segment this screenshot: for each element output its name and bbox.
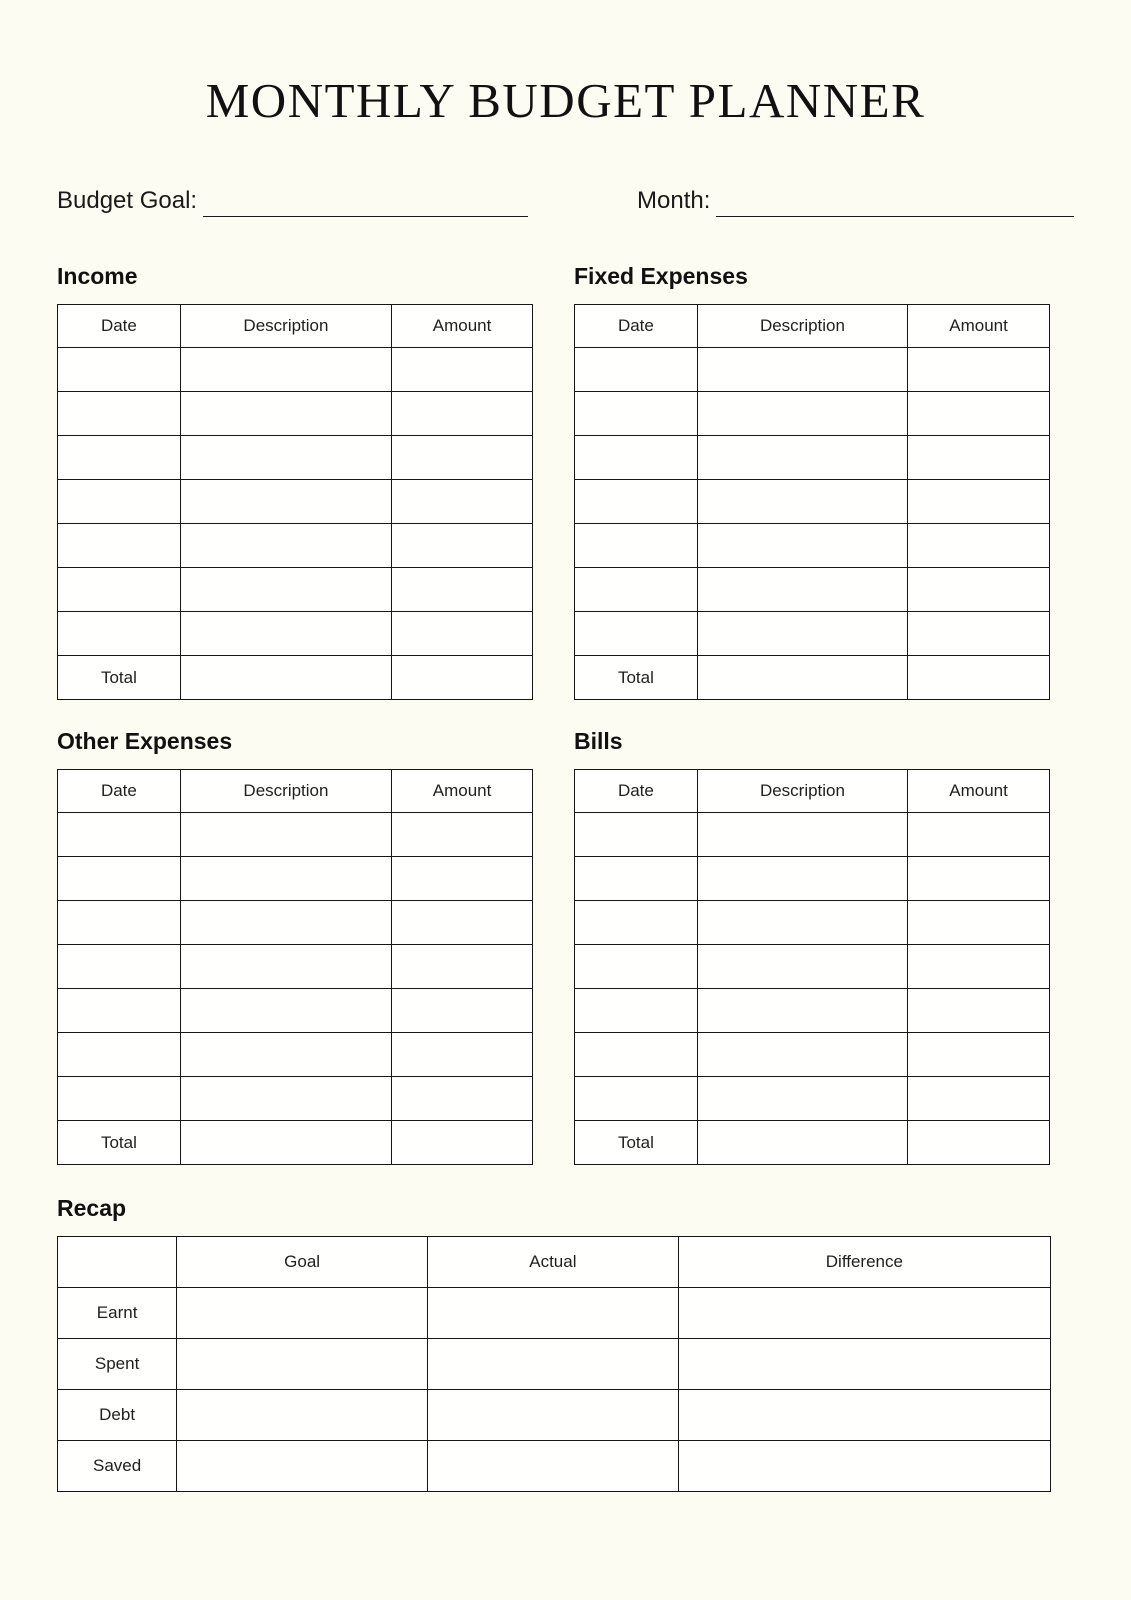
cell-description[interactable] — [180, 1033, 391, 1077]
cell-description[interactable] — [697, 392, 907, 436]
table-row[interactable] — [58, 813, 533, 857]
table-row[interactable] — [58, 568, 533, 612]
column-header-date: Date — [58, 305, 181, 348]
total-amount[interactable] — [392, 1121, 533, 1165]
column-header-amount: Amount — [392, 305, 533, 348]
cell-amount[interactable] — [908, 612, 1050, 656]
cell-amount[interactable] — [908, 436, 1050, 480]
cell-date[interactable] — [575, 813, 698, 857]
cell-date[interactable] — [58, 348, 181, 392]
cell-description[interactable] — [180, 436, 391, 480]
recap-section — [57, 1195, 1074, 1492]
cell-description[interactable] — [697, 480, 907, 524]
total-label: Total — [58, 1121, 181, 1165]
table-row[interactable] — [575, 1033, 1050, 1077]
row-label-debt: Debt — [58, 1390, 177, 1441]
cell-amount[interactable] — [392, 480, 533, 524]
table-row[interactable] — [575, 901, 1050, 945]
cell-amount[interactable] — [392, 1033, 533, 1077]
cell-description[interactable] — [697, 857, 907, 901]
cell-amount[interactable] — [392, 1077, 533, 1121]
row-label-saved: Saved — [58, 1441, 177, 1492]
cell-amount[interactable] — [908, 1033, 1050, 1077]
table-total-row[interactable] — [575, 656, 1050, 700]
meta-row — [57, 187, 1074, 217]
table-row[interactable] — [58, 945, 533, 989]
cell-description[interactable] — [180, 1077, 391, 1121]
total-amount[interactable] — [392, 656, 533, 700]
table-row[interactable] — [58, 524, 533, 568]
table-row[interactable] — [58, 480, 533, 524]
cell-amount[interactable] — [908, 1077, 1050, 1121]
cell-actual[interactable] — [427, 1390, 678, 1441]
cell-date[interactable] — [575, 524, 698, 568]
cell-amount[interactable] — [908, 989, 1050, 1033]
budget-goal-input[interactable] — [203, 190, 528, 217]
right-column — [574, 263, 1050, 1165]
cell-date[interactable] — [58, 989, 181, 1033]
cell-date[interactable] — [58, 480, 181, 524]
cell-difference[interactable] — [678, 1339, 1050, 1390]
column-header-date: Date — [575, 770, 698, 813]
table-header-row — [575, 305, 1050, 348]
budget-goal-field[interactable] — [57, 187, 577, 217]
fixed-expenses-table — [574, 304, 1050, 700]
table-row[interactable] — [58, 989, 533, 1033]
cell-description[interactable] — [180, 568, 391, 612]
cell-description[interactable] — [697, 1077, 907, 1121]
table-row[interactable] — [575, 1077, 1050, 1121]
total-description[interactable] — [180, 656, 391, 700]
cell-date[interactable] — [575, 945, 698, 989]
recap-table — [57, 1236, 1051, 1492]
cell-date[interactable] — [575, 1077, 698, 1121]
cell-date[interactable] — [58, 1033, 181, 1077]
row-label-spent: Spent — [58, 1339, 177, 1390]
cell-description[interactable] — [697, 436, 907, 480]
table-row[interactable] — [575, 480, 1050, 524]
cell-description[interactable] — [697, 945, 907, 989]
table-total-row[interactable] — [575, 1121, 1050, 1165]
cell-date[interactable] — [58, 813, 181, 857]
cell-description[interactable] — [180, 813, 391, 857]
cell-amount[interactable] — [392, 813, 533, 857]
column-header-date: Date — [575, 305, 698, 348]
table-row[interactable] — [58, 348, 533, 392]
cell-amount[interactable] — [392, 945, 533, 989]
total-description[interactable] — [180, 1121, 391, 1165]
month-label: Month: — [637, 187, 711, 214]
cell-amount[interactable] — [392, 857, 533, 901]
cell-amount[interactable] — [392, 989, 533, 1033]
cell-amount[interactable] — [908, 568, 1050, 612]
column-header-date: Date — [58, 770, 181, 813]
column-header-amount: Amount — [908, 770, 1050, 813]
cell-description[interactable] — [697, 348, 907, 392]
cell-amount[interactable] — [392, 392, 533, 436]
table-row[interactable] — [58, 392, 533, 436]
cell-amount[interactable] — [908, 813, 1050, 857]
cell-description[interactable] — [180, 480, 391, 524]
total-label: Total — [575, 1121, 698, 1165]
cell-date[interactable] — [58, 901, 181, 945]
table-row[interactable] — [58, 1077, 533, 1121]
table-row[interactable] — [58, 857, 533, 901]
recap-corner-cell — [58, 1237, 177, 1288]
cell-amount[interactable] — [908, 480, 1050, 524]
cell-date[interactable] — [575, 857, 698, 901]
total-label: Total — [575, 656, 698, 700]
cell-description[interactable] — [697, 989, 907, 1033]
left-column — [57, 263, 533, 1165]
table-row[interactable] — [575, 524, 1050, 568]
cell-description[interactable] — [697, 813, 907, 857]
cell-description[interactable] — [697, 524, 907, 568]
column-header-actual: Actual — [427, 1237, 678, 1288]
cell-description[interactable] — [180, 989, 391, 1033]
cell-amount[interactable] — [392, 436, 533, 480]
column-header-description: Description — [697, 770, 907, 813]
total-amount[interactable] — [908, 656, 1050, 700]
table-row[interactable] — [575, 612, 1050, 656]
total-label: Total — [58, 656, 181, 700]
total-amount[interactable] — [908, 1121, 1050, 1165]
cell-amount[interactable] — [392, 524, 533, 568]
table-row[interactable] — [575, 945, 1050, 989]
table-row[interactable] — [58, 612, 533, 656]
table-header-row — [58, 1237, 1051, 1288]
cell-date[interactable] — [58, 568, 181, 612]
cell-description[interactable] — [180, 348, 391, 392]
column-header-amount: Amount — [392, 770, 533, 813]
cell-goal[interactable] — [177, 1441, 428, 1492]
column-header-goal: Goal — [177, 1237, 428, 1288]
month-input[interactable] — [716, 190, 1074, 217]
table-row[interactable] — [58, 1441, 1051, 1492]
column-header-description: Description — [180, 770, 391, 813]
cell-description[interactable] — [697, 568, 907, 612]
bills-table — [574, 769, 1050, 1165]
cell-amount[interactable] — [392, 348, 533, 392]
table-total-row[interactable] — [58, 1121, 533, 1165]
cell-date[interactable] — [575, 392, 698, 436]
cell-description[interactable] — [180, 901, 391, 945]
cell-date[interactable] — [58, 1077, 181, 1121]
cell-amount[interactable] — [392, 568, 533, 612]
cell-date[interactable] — [58, 392, 181, 436]
total-description[interactable] — [697, 656, 907, 700]
column-header-description: Description — [180, 305, 391, 348]
cell-amount[interactable] — [908, 857, 1050, 901]
column-header-description: Description — [697, 305, 907, 348]
column-header-amount: Amount — [908, 305, 1050, 348]
section-heading-income: Income — [57, 263, 138, 289]
cell-amount[interactable] — [392, 901, 533, 945]
table-row[interactable] — [575, 392, 1050, 436]
section-heading-fixed-expenses: Fixed Expenses — [574, 263, 748, 289]
section-heading-other-expenses: Other Expenses — [57, 728, 233, 754]
table-total-row[interactable] — [58, 656, 533, 700]
cell-date[interactable] — [575, 901, 698, 945]
cell-description[interactable] — [180, 857, 391, 901]
cell-amount[interactable] — [392, 612, 533, 656]
table-row[interactable] — [58, 436, 533, 480]
cell-actual[interactable] — [427, 1441, 678, 1492]
cell-description[interactable] — [180, 392, 391, 436]
cell-description[interactable] — [697, 901, 907, 945]
cell-date[interactable] — [575, 989, 698, 1033]
cell-difference[interactable] — [678, 1288, 1050, 1339]
table-row[interactable] — [575, 813, 1050, 857]
cell-date[interactable] — [575, 612, 698, 656]
cell-actual[interactable] — [427, 1288, 678, 1339]
cell-amount[interactable] — [908, 945, 1050, 989]
income-table — [57, 304, 533, 700]
cell-amount[interactable] — [908, 901, 1050, 945]
cell-amount[interactable] — [908, 524, 1050, 568]
tables-grid-top — [57, 263, 1074, 1165]
cell-goal[interactable] — [177, 1390, 428, 1441]
cell-amount[interactable] — [908, 392, 1050, 436]
cell-difference[interactable] — [678, 1441, 1050, 1492]
cell-date[interactable] — [58, 945, 181, 989]
table-row[interactable] — [58, 1033, 533, 1077]
cell-date[interactable] — [58, 436, 181, 480]
cell-date[interactable] — [58, 612, 181, 656]
other-expenses-table — [57, 769, 533, 1165]
cell-description[interactable] — [180, 524, 391, 568]
cell-difference[interactable] — [678, 1390, 1050, 1441]
table-row[interactable] — [575, 989, 1050, 1033]
cell-date[interactable] — [575, 568, 698, 612]
table-row[interactable] — [58, 1390, 1051, 1441]
cell-description[interactable] — [180, 945, 391, 989]
cell-date[interactable] — [575, 480, 698, 524]
cell-date[interactable] — [58, 857, 181, 901]
cell-amount[interactable] — [908, 348, 1050, 392]
table-header-row — [58, 305, 533, 348]
cell-date[interactable] — [575, 1033, 698, 1077]
month-field[interactable] — [637, 187, 1074, 217]
table-row[interactable] — [58, 1339, 1051, 1390]
table-row[interactable] — [575, 436, 1050, 480]
table-row[interactable] — [575, 857, 1050, 901]
table-row[interactable] — [58, 1288, 1051, 1339]
budget-goal-label: Budget Goal: — [57, 187, 198, 214]
table-row[interactable] — [58, 901, 533, 945]
cell-description[interactable] — [180, 612, 391, 656]
cell-actual[interactable] — [427, 1339, 678, 1390]
page-title: MONTHLY BUDGET PLANNER — [205, 73, 926, 128]
row-label-earnt: Earnt — [58, 1288, 177, 1339]
total-description[interactable] — [697, 1121, 907, 1165]
cell-date[interactable] — [575, 436, 698, 480]
column-header-difference: Difference — [678, 1237, 1050, 1288]
cell-description[interactable] — [697, 1033, 907, 1077]
cell-goal[interactable] — [177, 1339, 428, 1390]
cell-goal[interactable] — [177, 1288, 428, 1339]
table-row[interactable] — [575, 568, 1050, 612]
section-heading-bills: Bills — [574, 728, 623, 754]
table-row[interactable] — [575, 348, 1050, 392]
section-heading-recap: Recap — [57, 1195, 127, 1221]
cell-date[interactable] — [575, 348, 698, 392]
cell-description[interactable] — [697, 612, 907, 656]
table-header-row — [575, 770, 1050, 813]
table-header-row — [58, 770, 533, 813]
cell-date[interactable] — [58, 524, 181, 568]
